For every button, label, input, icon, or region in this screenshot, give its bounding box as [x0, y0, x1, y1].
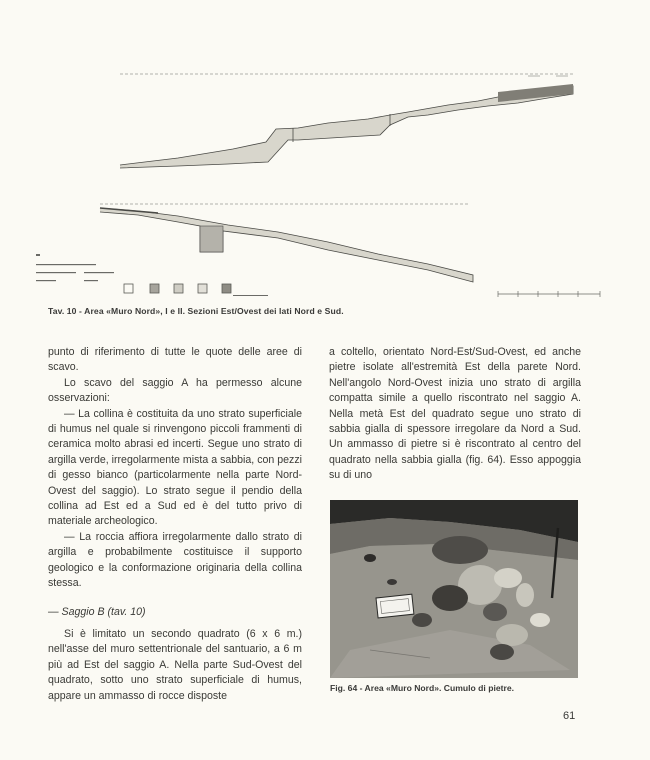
paragraph: Lo scavo del saggio A ha permesso alcune osservazioni:	[48, 376, 302, 405]
stone-heap-photo	[330, 500, 578, 678]
section-heading: — Saggio B (tav. 10)	[48, 605, 146, 618]
legend	[36, 254, 268, 296]
section-drawing	[28, 62, 628, 302]
left-text-column	[48, 345, 302, 704]
page-number: 61	[563, 710, 576, 722]
scale-bar	[498, 291, 600, 297]
excavation-photo	[330, 500, 578, 678]
section-drawing-plate	[28, 62, 628, 302]
trench-cut	[200, 226, 223, 252]
paragraph: punto di riferimento di tutte le quote delle aree di scavo.	[48, 346, 302, 374]
paragraph: Si è limitato un secondo quadrato (6 x 6 m.) nell'asse del muro settentrionale del santuario, a 6 m più ad Est del saggio A. Nella parte Sud-Ovest del quadrato, sotto uno strato superficiale di humus, appare un ammasso di rocce disposte	[48, 627, 302, 702]
paragraph: — La collina è costituita da uno strato superficiale di humus nel quale si rinvengono piccoli frammenti di ceramica molto abrasi ed incerti. Segue uno strato di argilla verde, irregolarmente mista a sabbia, con pezzi di gesso bianco (particolarmente nella parte Nord-Ovest del saggio). Lo strato segue il pendio della collina ad Est ed a Sud ed è del tutto privo di materiale archeologico.	[48, 407, 302, 528]
section-profile-south	[100, 208, 473, 282]
paragraph: a coltello, orientato Nord-Est/Sud-Ovest, ed anche pietre isolate all'estremità Est della parete Nord. Nell'angolo Nord-Ovest inizia uno strato di argilla compatta simile a quello riscontrato nel saggio A. Nella metà Est del quadrato segue uno strato di sabbia gialla di spessore irregolare da Nord a Sud. Un ammasso di pietre si è riscontrato al centro del quadrato nella sabbia gialla (fig. 64). Esso appoggia su di uno	[329, 346, 581, 482]
paragraph: — La roccia affiora irregolarmente dallo strato di argilla e probabilmente costituisce il supporto geologico e la conformazione originaria della collina stessa.	[48, 530, 302, 590]
plate-caption: Tav. 10 - Area «Muro Nord», I e II. Sezioni Est/Ovest dei lati Nord e Sud.	[48, 306, 344, 316]
right-text-column	[329, 345, 581, 484]
photo-caption: Fig. 64 - Area «Muro Nord». Cumulo di pietre.	[330, 683, 514, 693]
